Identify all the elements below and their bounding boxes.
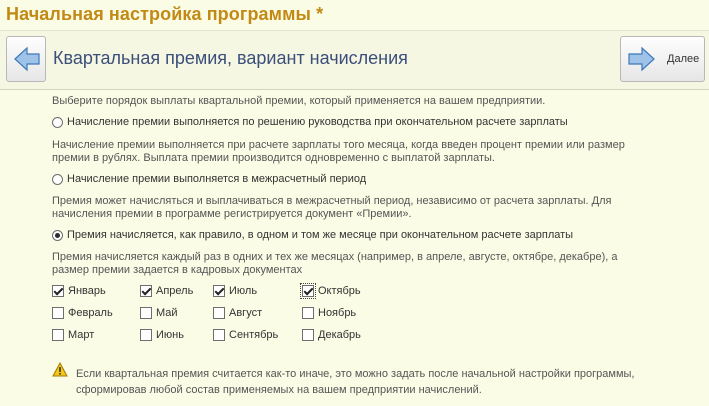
- app-title: Начальная настройка программы *: [6, 4, 324, 24]
- back-button[interactable]: [6, 36, 46, 82]
- checkbox[interactable]: [140, 329, 152, 341]
- radio-button[interactable]: [52, 174, 63, 185]
- arrow-left-icon: [14, 46, 40, 72]
- checkbox[interactable]: [140, 307, 152, 319]
- month-label: Октябрь: [318, 285, 361, 297]
- month-checkbox-july[interactable]: [213, 285, 257, 297]
- checkbox[interactable]: [140, 285, 152, 297]
- option-label: Начисление премии выполняется в межрасчетный период: [67, 173, 367, 185]
- month-checkbox-april[interactable]: [140, 285, 193, 297]
- arrow-right-icon: [627, 46, 655, 72]
- checkbox[interactable]: [213, 307, 225, 319]
- option-radio-2[interactable]: [52, 173, 366, 185]
- option-desc-line: начисления премии в программе регистрируется документ «Премии».: [52, 208, 412, 220]
- month-checkbox-november[interactable]: [302, 307, 356, 319]
- option-desc-line: премии в рублях. Выплата премии производится одновременно с выплатой зарплаты.: [52, 152, 495, 164]
- page-title: Квартальная премия, вариант начисления: [53, 48, 408, 68]
- option-radio-1[interactable]: [52, 116, 568, 128]
- month-checkbox-september[interactable]: [213, 329, 278, 341]
- checkbox[interactable]: [302, 285, 314, 297]
- month-label: Август: [229, 307, 263, 319]
- checkbox[interactable]: [302, 329, 314, 341]
- month-label: Май: [156, 307, 178, 319]
- month-label: Декабрь: [318, 329, 361, 341]
- warning-icon: [52, 362, 68, 377]
- note-text: [76, 366, 696, 398]
- note-line: сформировав любой состав применяемых на вашем предприятии начислений.: [76, 384, 482, 396]
- checkbox[interactable]: [52, 285, 64, 297]
- next-label: Далее: [667, 53, 700, 65]
- option-desc-line: Начисление премии выполняется при расчете зарплаты того месяца, когда введен процент премии или размер: [52, 139, 625, 151]
- next-button[interactable]: [620, 36, 705, 82]
- intro-text: Выберите порядок выплаты квартальной премии, который применяется на вашем предприятии.: [52, 95, 546, 107]
- month-label: Март: [68, 329, 95, 341]
- checkbox[interactable]: [213, 329, 225, 341]
- option-desc-line: размер премии задается в кадровых документах: [52, 264, 303, 276]
- option-label: Премия начисляется, как правило, в одном и том же месяце при окончательном расчете зарплаты: [67, 229, 574, 241]
- month-label: Апрель: [156, 285, 194, 297]
- month-checkbox-may[interactable]: [140, 307, 178, 319]
- month-label: Февраль: [68, 307, 113, 319]
- month-label: Июль: [229, 285, 258, 297]
- checkbox[interactable]: [52, 329, 64, 341]
- month-checkbox-january[interactable]: [52, 285, 106, 297]
- option-desc-line: Премия начисляется каждый раз в одних и тех же месяцах (например, в апреле, августе, октябре, декабре), а: [52, 251, 618, 263]
- month-checkbox-december[interactable]: [302, 329, 361, 341]
- month-label: Сентябрь: [229, 329, 279, 341]
- month-label: Январь: [68, 285, 106, 297]
- month-label: Ноябрь: [318, 307, 357, 319]
- month-checkbox-august[interactable]: [213, 307, 262, 319]
- note-line: Если квартальная премия считается как-то иначе, это можно задать после начальной настройки программы,: [76, 368, 635, 380]
- month-checkbox-february[interactable]: [52, 307, 113, 319]
- checkbox[interactable]: [302, 307, 314, 319]
- header-panel: [0, 30, 709, 90]
- month-checkbox-october[interactable]: [302, 285, 361, 297]
- radio-button[interactable]: [52, 117, 63, 128]
- month-label: Июнь: [156, 329, 184, 341]
- month-checkbox-june[interactable]: [140, 329, 184, 341]
- month-checkbox-march[interactable]: [52, 329, 94, 341]
- option-radio-3[interactable]: [52, 229, 573, 241]
- checkbox[interactable]: [213, 285, 225, 297]
- option-desc-line: Премия может начисляться и выплачиваться в межрасчетный период, независимо от расчета зарплаты. Для: [52, 195, 612, 207]
- radio-button-selected[interactable]: [52, 230, 63, 241]
- option-label: Начисление премии выполняется по решению руководства при окончательном расчете зарплаты: [67, 116, 568, 128]
- checkbox[interactable]: [52, 307, 64, 319]
